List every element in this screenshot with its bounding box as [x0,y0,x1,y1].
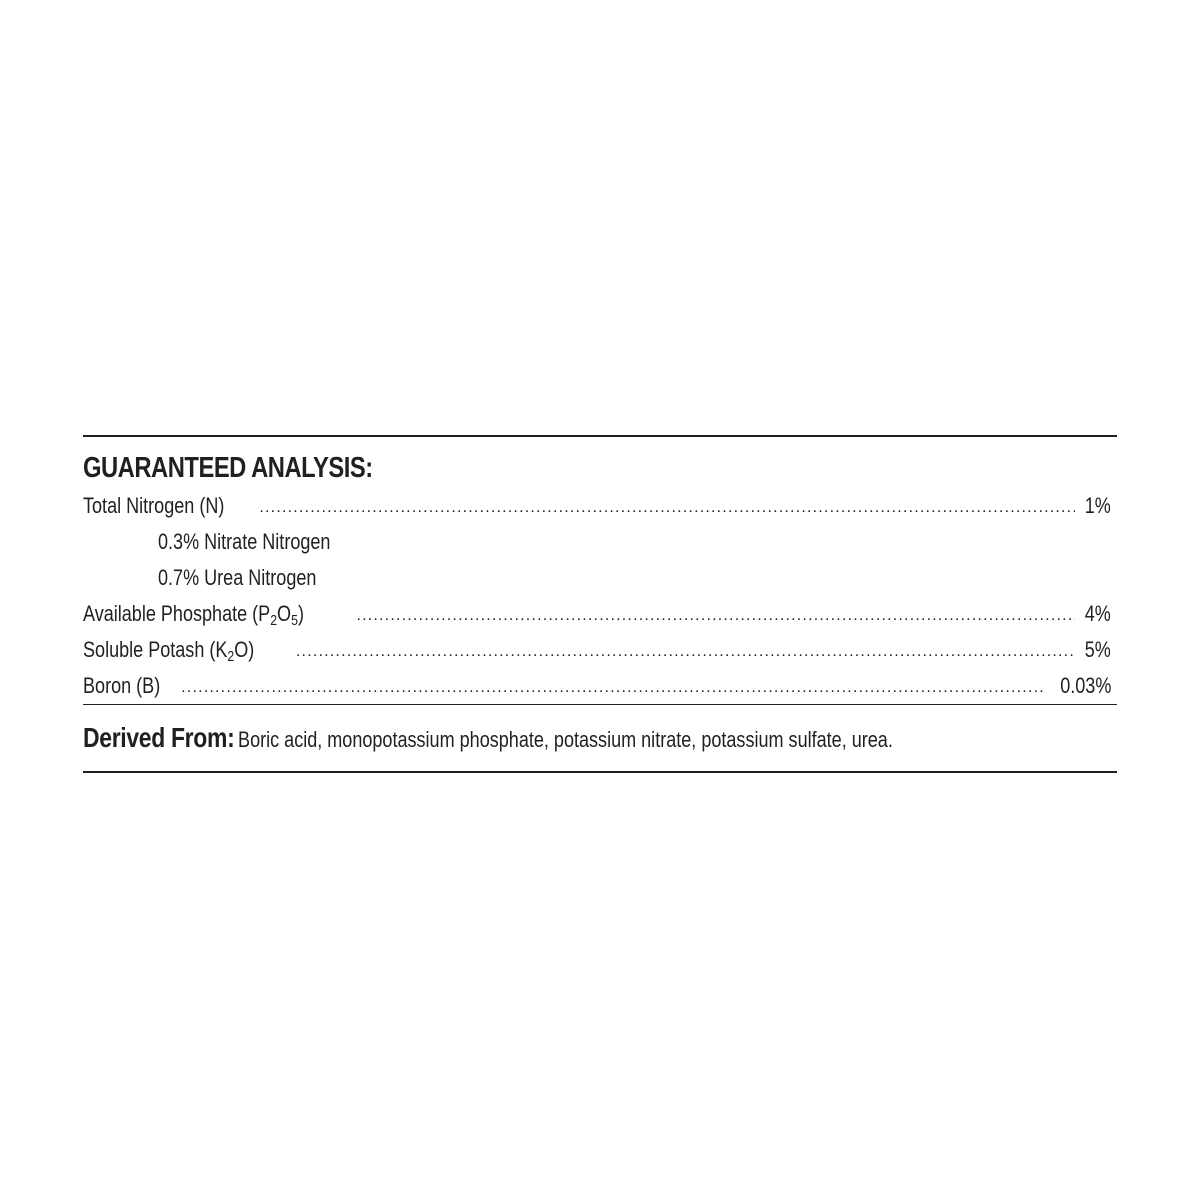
nutrient-sublabel: 0.7% Urea Nitrogen [158,565,317,590]
dot-leader [356,598,1075,634]
derived-from-text: Boric acid, monopotassium phosphate, potassium nitrate, potassium sulfate, urea. [238,727,893,752]
derived-from-line [83,719,1117,757]
nutrient-subrow-urea-nitrogen [83,560,1117,596]
nutrient-row-available-phosphate [83,596,1117,632]
nutrient-row-soluble-potash [83,632,1117,668]
derived-from-label: Derived From: [83,722,235,753]
dot-leader [259,490,1075,526]
nutrient-label: Boron (B) [83,673,161,698]
bottom-divider [83,771,1117,773]
nutrient-label: Total Nitrogen (N) [83,493,225,518]
nutrient-value: 1% [1084,493,1111,518]
nutrient-value: 4% [1084,601,1111,626]
nutrient-value: 5% [1084,637,1111,662]
nutrient-sublabel: 0.3% Nitrate Nitrogen [158,529,331,554]
dot-leader [296,634,1075,670]
top-divider [83,435,1117,437]
nutrient-row-total-nitrogen [83,488,1117,524]
guaranteed-analysis-panel [83,435,1117,773]
nutrient-row-boron [83,668,1117,704]
nutrient-label: Soluble Potash $(K_2O)$ [83,637,255,665]
dot-leader [181,670,1044,706]
nutrient-subrow-nitrate-nitrogen [83,524,1117,560]
analysis-title: GUARANTEED ANALYSIS: [83,452,373,484]
nutrient-label: Available Phosphate $(P_2O_5)$ [83,601,304,629]
nutrient-value: 0.03% [1059,673,1111,698]
